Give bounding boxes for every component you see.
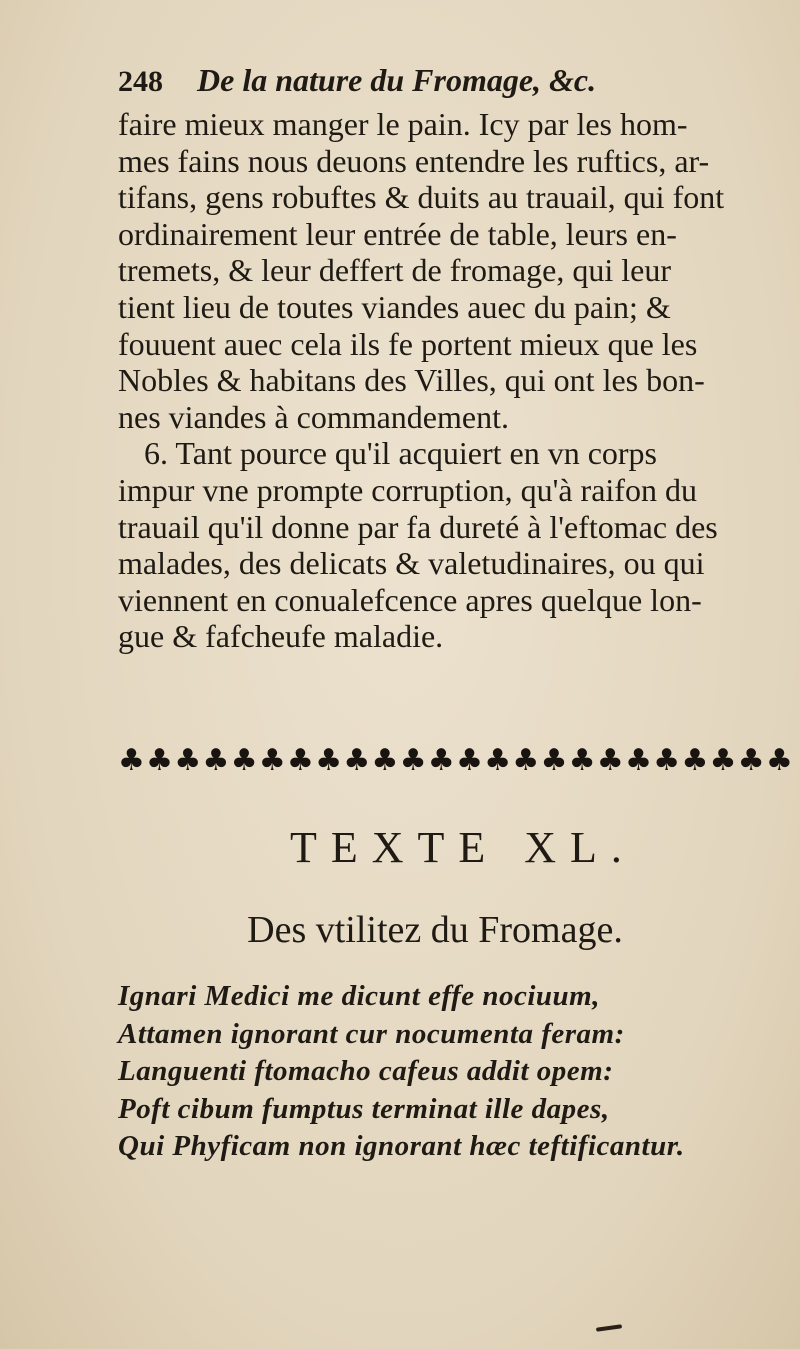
running-title: De la nature du Fromage, &c.	[197, 62, 597, 98]
fleuron-icon: ♣	[456, 743, 483, 778]
text-line: mes fains nous deuons entendre les ruftics, ar-	[118, 142, 710, 179]
text-line: trauail qu'il donne par fa dureté à l'eftomac des	[118, 508, 718, 545]
latin-verse	[118, 978, 790, 1166]
fleuron-icon: ♣	[737, 743, 765, 778]
text-line: tifans, gens robuftes & duits au trauail, qui font	[118, 179, 725, 216]
text-line: impur vne prompte corruption, qu'à raifon du	[118, 471, 697, 508]
fleuron-icon: ♣	[484, 743, 512, 778]
page-header	[118, 62, 718, 106]
text-line: 6. Tant pource qu'il acquiert en vn corps	[144, 435, 657, 472]
fleuron-icon: ♣	[343, 743, 371, 778]
verse-line: Languenti ftomacho cafeus addit opem:	[118, 1055, 614, 1087]
text-line: fouuent auec cela ils fe portent mieux que les	[118, 325, 698, 362]
fleuron-icon: ♣	[202, 743, 230, 778]
verse-line: Ignari Medici me dicunt effe nociuum,	[118, 980, 600, 1012]
verse-line: Qui Phyficam non ignorant hæc teftificantur.	[118, 1130, 685, 1162]
fleuron-icon: ♣	[765, 743, 793, 778]
section-subtitle: Des vtilitez du Fromage.	[247, 909, 623, 951]
page-number: 248	[118, 65, 163, 98]
fleuron-icon: ♣	[427, 743, 455, 778]
fleuron-icon: ♣	[315, 743, 343, 778]
text-line: Nobles & habitans des Villes, qui ont les bon-	[118, 362, 705, 399]
verse-line: Attamen ignorant cur nocumenta feram:	[118, 1017, 625, 1050]
text-line: gue & fafcheufe maladie.	[118, 618, 444, 655]
fleuron-icon: ♣	[709, 743, 737, 778]
verse-line: Poft cibum fumptus terminat ille dapes,	[118, 1092, 610, 1125]
fleuron-icon: ♣	[146, 743, 174, 778]
text-line: nes viandes à commandement.	[118, 398, 509, 435]
body-text	[118, 106, 790, 655]
fleuron-icon: ♣	[371, 743, 399, 778]
fleuron-icon: ♣	[596, 743, 624, 778]
fleuron-icon: ♣	[625, 743, 652, 778]
text-line: faire mieux manger le pain. Icy par les hom-	[118, 106, 688, 142]
ink-mark	[596, 1324, 622, 1332]
fleuron-icon: ♣	[174, 743, 202, 778]
fleuron-icon: ♣	[681, 743, 709, 778]
section-heading: TEXTE XL.	[290, 823, 636, 872]
text-line: malades, des delicats & valetudinaires, ou qui	[118, 545, 705, 582]
text-line: ordinairement leur entrée de table, leurs en-	[118, 215, 677, 252]
text-line: viennent en conualefcence apres quelque lon-	[118, 581, 702, 618]
fleuron-icon: ♣	[399, 743, 427, 778]
fleuron-icon: ♣	[568, 743, 596, 778]
text-line: tient lieu de toutes viandes auec du pain; &	[118, 288, 671, 325]
fleuron-ornament-band	[118, 740, 793, 782]
fleuron-icon: ♣	[258, 743, 286, 778]
fleuron-icon: ♣	[287, 743, 314, 778]
text-line: tremets, & leur deffert de fromage, qui leur	[118, 252, 671, 289]
fleuron-icon: ♣	[230, 743, 258, 778]
fleuron-icon: ♣	[512, 743, 540, 778]
fleuron-icon: ♣	[118, 743, 145, 778]
fleuron-icon: ♣	[653, 743, 681, 778]
fleuron-icon: ♣	[540, 743, 568, 778]
